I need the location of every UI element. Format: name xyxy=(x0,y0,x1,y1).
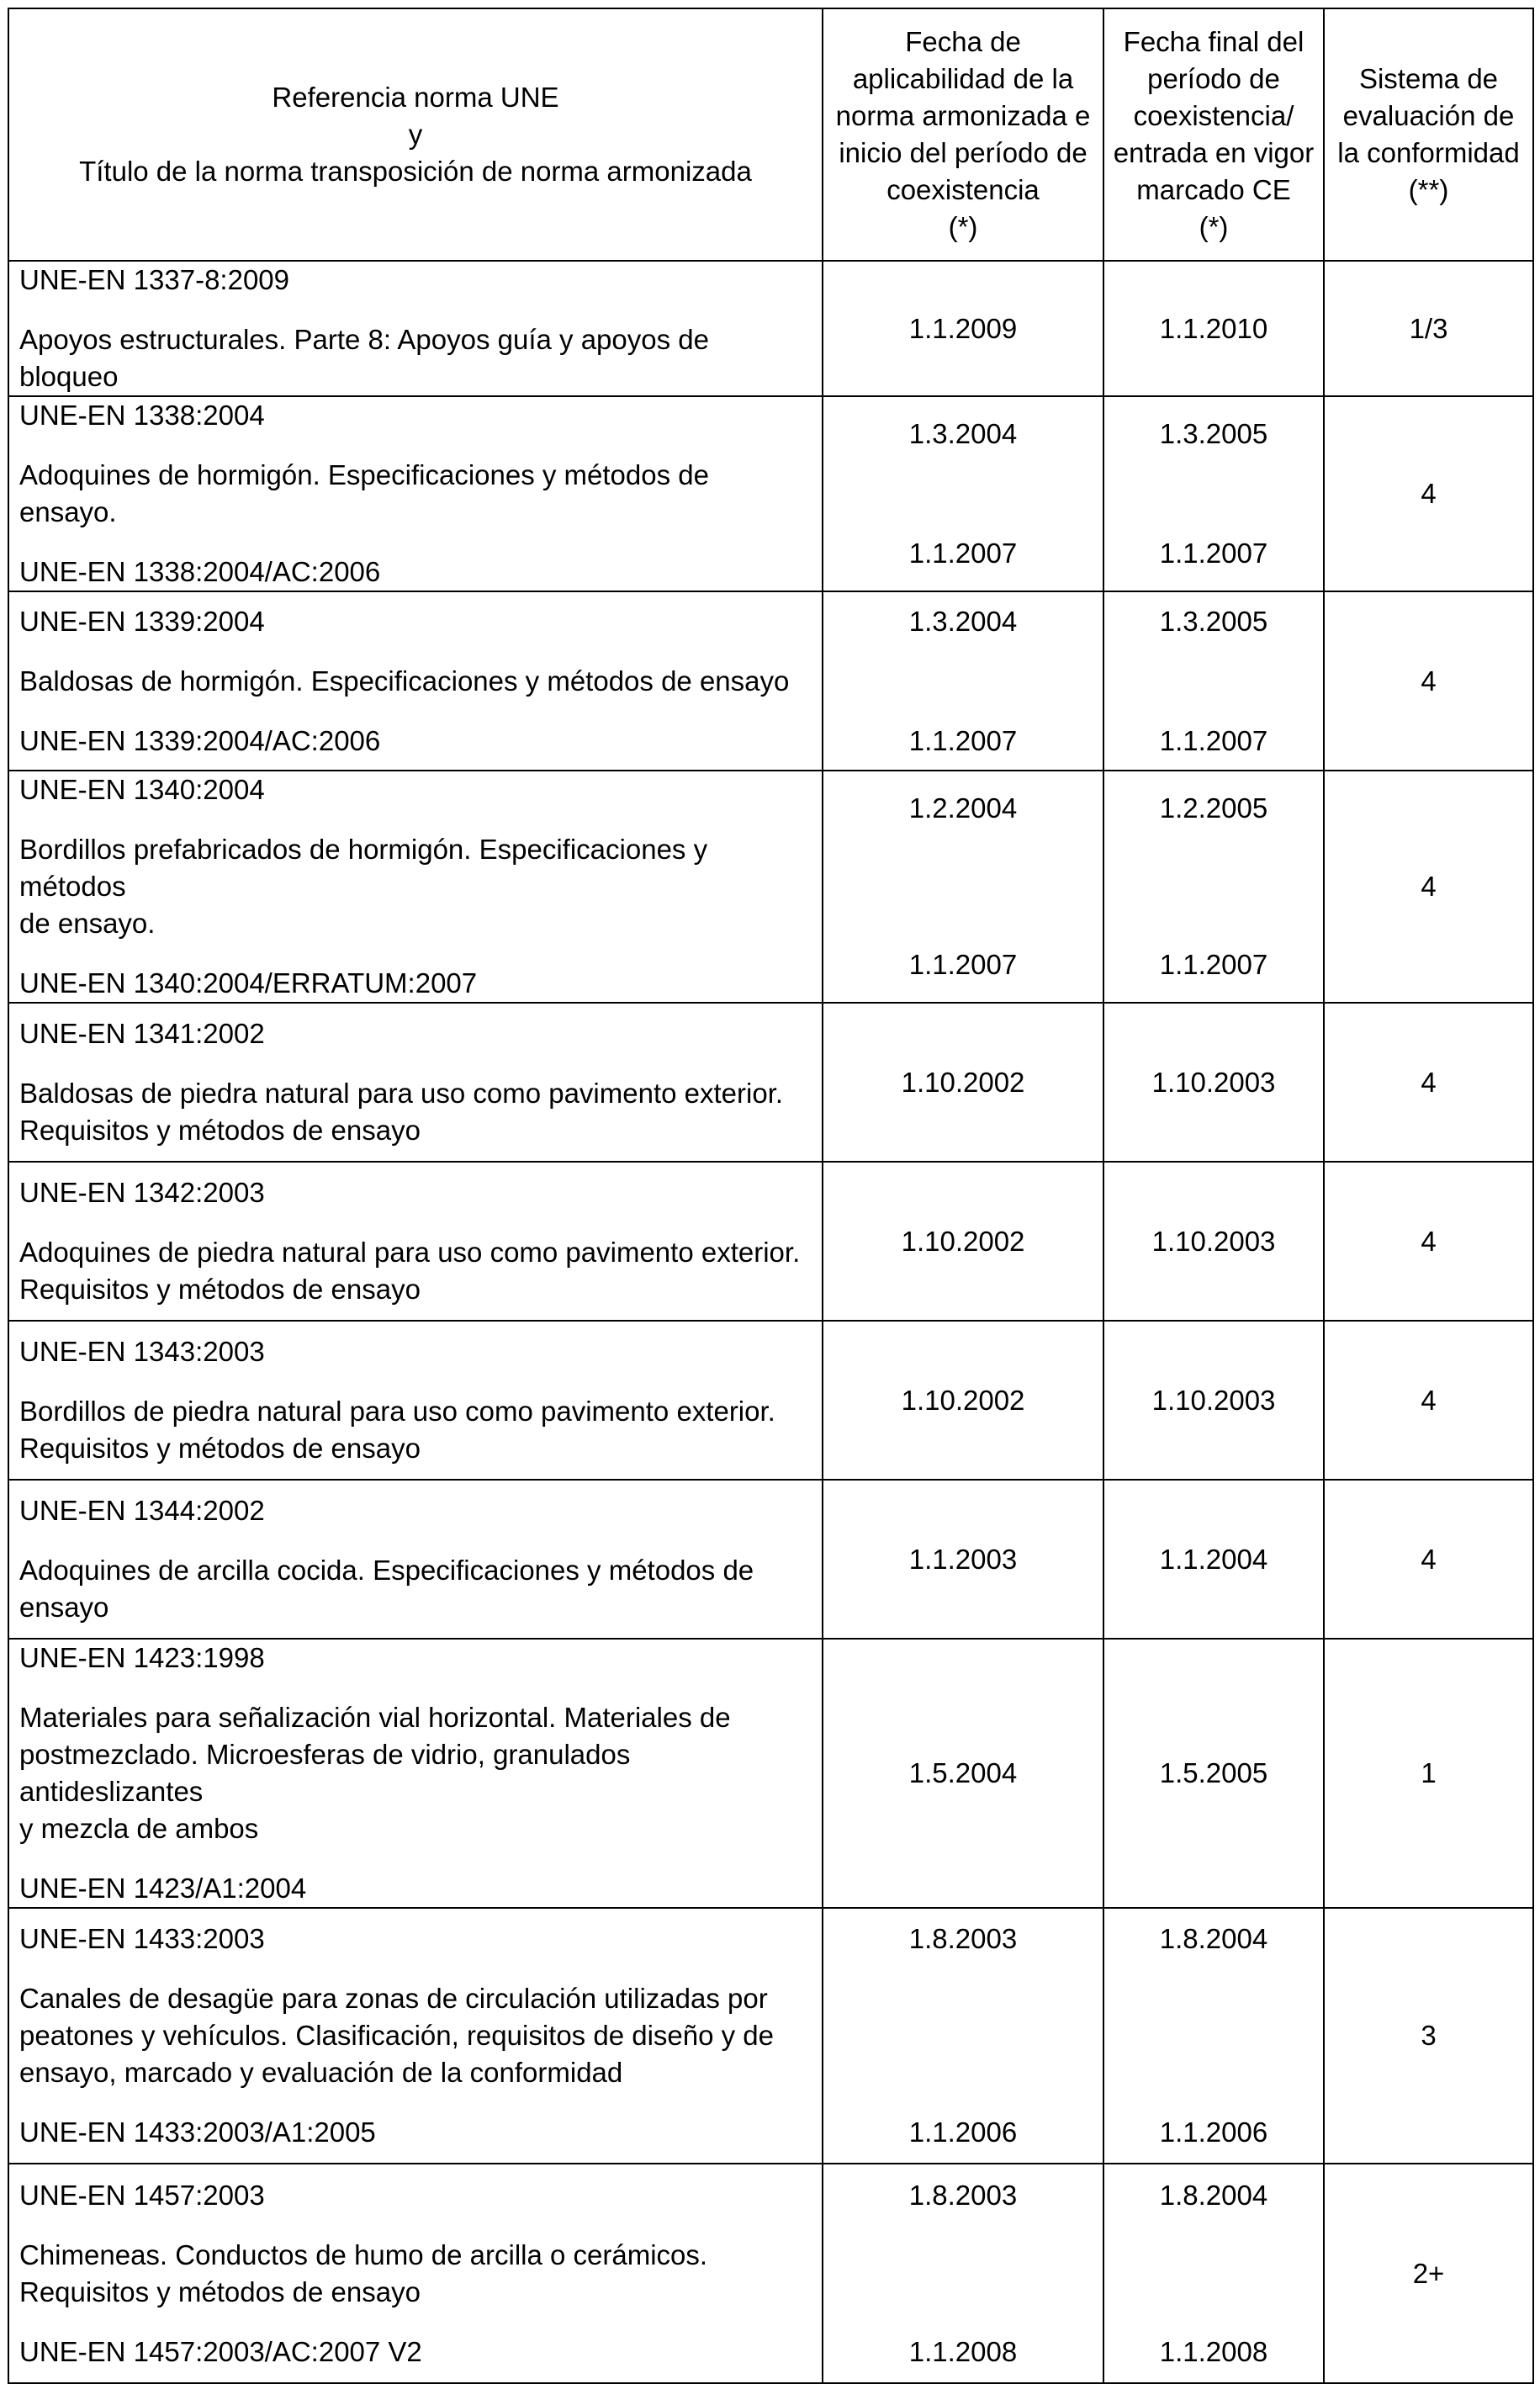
norm-title: y mezcla de ambos xyxy=(19,1813,259,1844)
applicability-date: 1.8.2003 xyxy=(908,1923,1018,1954)
header-col1-line: Título de la norma transposición de norma armonizada xyxy=(79,156,752,187)
header-col2-line: aplicabilidad de la xyxy=(852,63,1074,94)
applicability-date: 1.10.2002 xyxy=(823,1321,1103,1480)
amendment-coexistence-end-date: 1.1.2007 xyxy=(1159,538,1268,569)
conformity-system: 4 xyxy=(1324,1480,1533,1639)
conformity-system: 2+ xyxy=(1324,2164,1533,2383)
norm-title: Canales de desagüe para zonas de circulación utilizadas por xyxy=(19,1983,768,2014)
conformity-system: 1/3 xyxy=(1324,261,1533,396)
amendment-applicability-date: 1.1.2007 xyxy=(908,949,1018,980)
header-col3-line: coexistencia/ xyxy=(1133,100,1294,131)
norm-reference: UNE-EN 1339:2004 xyxy=(19,605,265,637)
applicability-date-cell xyxy=(823,2164,1103,2383)
reference-cell xyxy=(8,2164,823,2383)
norm-title: Requisitos y métodos de ensayo xyxy=(19,1274,421,1305)
table-row xyxy=(8,771,1533,1003)
coexistence-end-date-cell xyxy=(1103,396,1324,591)
norm-title: Adoquines de hormigón. Especificaciones y métodos de ensayo. xyxy=(19,459,709,527)
table-row xyxy=(8,1162,1533,1321)
coexistence-end-date-cell xyxy=(1103,591,1324,771)
applicability-date-cell xyxy=(823,1908,1103,2164)
norm-title: Baldosas de piedra natural para uso como pavimento exterior. xyxy=(19,1078,784,1109)
norm-reference: UNE-EN 1343:2003 xyxy=(19,1336,265,1367)
norm-title: Bordillos de piedra natural para uso como pavimento exterior. xyxy=(19,1396,775,1427)
table-row xyxy=(8,2164,1533,2383)
applicability-date-cell xyxy=(823,396,1103,591)
coexistence-end-date: 1.1.2004 xyxy=(1103,1480,1324,1639)
norm-title: Requisitos y métodos de ensayo xyxy=(19,1115,421,1146)
norm-title: Requisitos y métodos de ensayo xyxy=(19,1433,421,1464)
coexistence-end-date: 1.2.2005 xyxy=(1159,792,1268,824)
applicability-date: 1.10.2002 xyxy=(823,1003,1103,1162)
header-row xyxy=(8,8,1533,261)
applicability-date: 1.10.2002 xyxy=(823,1162,1103,1321)
applicability-date: 1.3.2004 xyxy=(908,605,1018,637)
norm-title: peatones y vehículos. Clasificación, requisitos de diseño y de xyxy=(19,2020,775,2051)
norm-title: Requisitos y métodos de ensayo xyxy=(19,2275,421,2307)
reference-cell xyxy=(8,591,823,771)
header-col3-line: (*) xyxy=(1199,211,1229,242)
norm-reference: UNE-EN 1344:2002 xyxy=(19,1495,265,1526)
header-col2-line: norma armonizada e xyxy=(835,100,1091,131)
norm-title: Adoquines de piedra natural para uso como pavimento exterior. xyxy=(19,1237,801,1268)
coexistence-end-date: 1.10.2003 xyxy=(1103,1162,1324,1321)
header-col4-line: la conformidad xyxy=(1337,137,1520,168)
conformity-system: 4 xyxy=(1324,1321,1533,1480)
norm-title: ensayo xyxy=(19,1592,109,1623)
reference-cell xyxy=(8,1908,823,2164)
norm-reference: UNE-EN 1342:2003 xyxy=(19,1177,265,1208)
header-col3-line: marcado CE xyxy=(1136,174,1291,205)
reference-cell xyxy=(8,1003,823,1162)
table-row xyxy=(8,1908,1533,2164)
amendment-reference: UNE-EN 1457:2003/AC:2007 V2 xyxy=(19,2335,422,2367)
header-col3-line: entrada en vigor xyxy=(1113,137,1315,168)
norm-title: postmezclado. Microesferas de vidrio, granulados antideslizantes xyxy=(19,1739,631,1807)
conformity-system: 4 xyxy=(1324,1162,1533,1321)
header-col4-line: Sistema de xyxy=(1358,63,1499,94)
coexistence-end-date-cell xyxy=(1103,2164,1324,2383)
coexistence-end-date: 1.10.2003 xyxy=(1103,1003,1324,1162)
amendment-reference: UNE-EN 1433:2003/A1:2005 xyxy=(19,2116,376,2148)
norm-reference: UNE-EN 1433:2003 xyxy=(19,1923,265,1954)
coexistence-end-date: 1.10.2003 xyxy=(1103,1321,1324,1480)
amendment-reference: UNE-EN 1423/A1:2004 xyxy=(19,1873,307,1904)
coexistence-end-date-cell xyxy=(1103,771,1324,1003)
header-col2-line: inicio del período de xyxy=(839,137,1088,168)
reference-cell xyxy=(8,771,823,1003)
applicability-date-cell xyxy=(823,771,1103,1003)
amendment-reference: UNE-EN 1338:2004/AC:2006 xyxy=(19,556,381,587)
header-col2-line: coexistencia xyxy=(886,174,1040,205)
header-applicability-date xyxy=(823,8,1103,261)
norm-reference: UNE-EN 1338:2004 xyxy=(19,400,265,431)
table-row xyxy=(8,261,1533,396)
applicability-date: 1.1.2003 xyxy=(823,1480,1103,1639)
amendment-coexistence-end-date: 1.1.2007 xyxy=(1159,724,1268,756)
norm-title: ensayo, marcado y evaluación de la conformidad xyxy=(19,2057,623,2088)
norm-reference: UNE-EN 1337-8:2009 xyxy=(19,264,290,295)
header-col3-line: período de xyxy=(1147,63,1280,94)
applicability-date: 1.2.2004 xyxy=(908,792,1018,824)
norm-reference: UNE-EN 1457:2003 xyxy=(19,2179,265,2211)
reference-cell xyxy=(8,1480,823,1639)
coexistence-end-date-cell xyxy=(1103,1908,1324,2164)
table-row xyxy=(8,1003,1533,1162)
amendment-reference: UNE-EN 1340:2004/ERRATUM:2007 xyxy=(19,967,478,999)
applicability-date-cell xyxy=(823,591,1103,771)
norm-title: Apoyos estructurales. Parte 8: Apoyos guía y apoyos de bloqueo xyxy=(19,324,709,392)
reference-cell xyxy=(8,396,823,591)
table-row xyxy=(8,1480,1533,1639)
conformity-system: 4 xyxy=(1324,771,1533,1003)
conformity-system: 4 xyxy=(1324,1003,1533,1162)
coexistence-end-date: 1.3.2005 xyxy=(1159,418,1268,449)
header-coexistence-end-date xyxy=(1103,8,1324,261)
conformity-system: 4 xyxy=(1324,591,1533,771)
header-col2-line: Fecha de xyxy=(905,26,1021,57)
coexistence-end-date: 1.1.2010 xyxy=(1103,261,1324,396)
header-col4-line: evaluación de xyxy=(1342,100,1515,131)
header-col4-line: (**) xyxy=(1408,174,1449,205)
reference-cell xyxy=(8,261,823,396)
amendment-coexistence-end-date: 1.1.2007 xyxy=(1159,949,1268,980)
table-row xyxy=(8,1321,1533,1480)
norm-reference: UNE-EN 1423:1998 xyxy=(19,1642,265,1673)
reference-cell xyxy=(8,1321,823,1480)
applicability-date: 1.1.2009 xyxy=(823,261,1103,396)
norm-title: Materiales para señalización vial horizontal. Materiales de xyxy=(19,1702,731,1733)
table-row xyxy=(8,1639,1533,1908)
coexistence-end-date: 1.5.2005 xyxy=(1103,1639,1324,1908)
amendment-applicability-date: 1.1.2007 xyxy=(908,538,1018,569)
header-reference-title xyxy=(8,8,823,261)
applicability-date: 1.5.2004 xyxy=(823,1639,1103,1908)
conformity-system: 1 xyxy=(1324,1639,1533,1908)
norm-title: Chimeneas. Conductos de humo de arcilla o cerámicos. xyxy=(19,2238,708,2270)
header-col1-line: y xyxy=(408,119,423,150)
conformity-system: 3 xyxy=(1324,1908,1533,2164)
table-row xyxy=(8,396,1533,591)
header-col3-line: Fecha final del xyxy=(1123,26,1305,57)
reference-cell xyxy=(8,1639,823,1908)
norm-reference: UNE-EN 1340:2004 xyxy=(19,774,265,805)
amendment-applicability-date: 1.1.2006 xyxy=(908,2116,1018,2148)
norm-title: Bordillos prefabricados de hormigón. Especificaciones y métodos xyxy=(19,834,708,902)
coexistence-end-date: 1.8.2004 xyxy=(1159,2179,1268,2211)
table-row xyxy=(8,591,1533,771)
coexistence-end-date: 1.3.2005 xyxy=(1159,605,1268,637)
norm-reference: UNE-EN 1341:2002 xyxy=(19,1018,265,1049)
norm-title: Baldosas de hormigón. Especificaciones y métodos de ensayo xyxy=(19,665,790,697)
applicability-date: 1.8.2003 xyxy=(908,2179,1018,2211)
amendment-reference: UNE-EN 1339:2004/AC:2006 xyxy=(19,724,381,756)
amendment-coexistence-end-date: 1.1.2006 xyxy=(1159,2116,1268,2148)
coexistence-end-date: 1.8.2004 xyxy=(1159,1923,1268,1954)
amendment-coexistence-end-date: 1.1.2008 xyxy=(1159,2335,1268,2367)
header-conformity-system xyxy=(1324,8,1533,261)
header-col2-line: (*) xyxy=(948,211,978,242)
header-col1-line: Referencia norma UNE xyxy=(272,82,559,113)
applicability-date: 1.3.2004 xyxy=(908,418,1018,449)
amendment-applicability-date: 1.1.2008 xyxy=(908,2335,1018,2367)
norms-table xyxy=(8,8,1534,2384)
norm-title: de ensayo. xyxy=(19,908,156,939)
amendment-applicability-date: 1.1.2007 xyxy=(908,724,1018,756)
norm-title: Adoquines de arcilla cocida. Especificaciones y métodos de xyxy=(19,1555,754,1586)
conformity-system: 4 xyxy=(1324,396,1533,591)
reference-cell xyxy=(8,1162,823,1321)
